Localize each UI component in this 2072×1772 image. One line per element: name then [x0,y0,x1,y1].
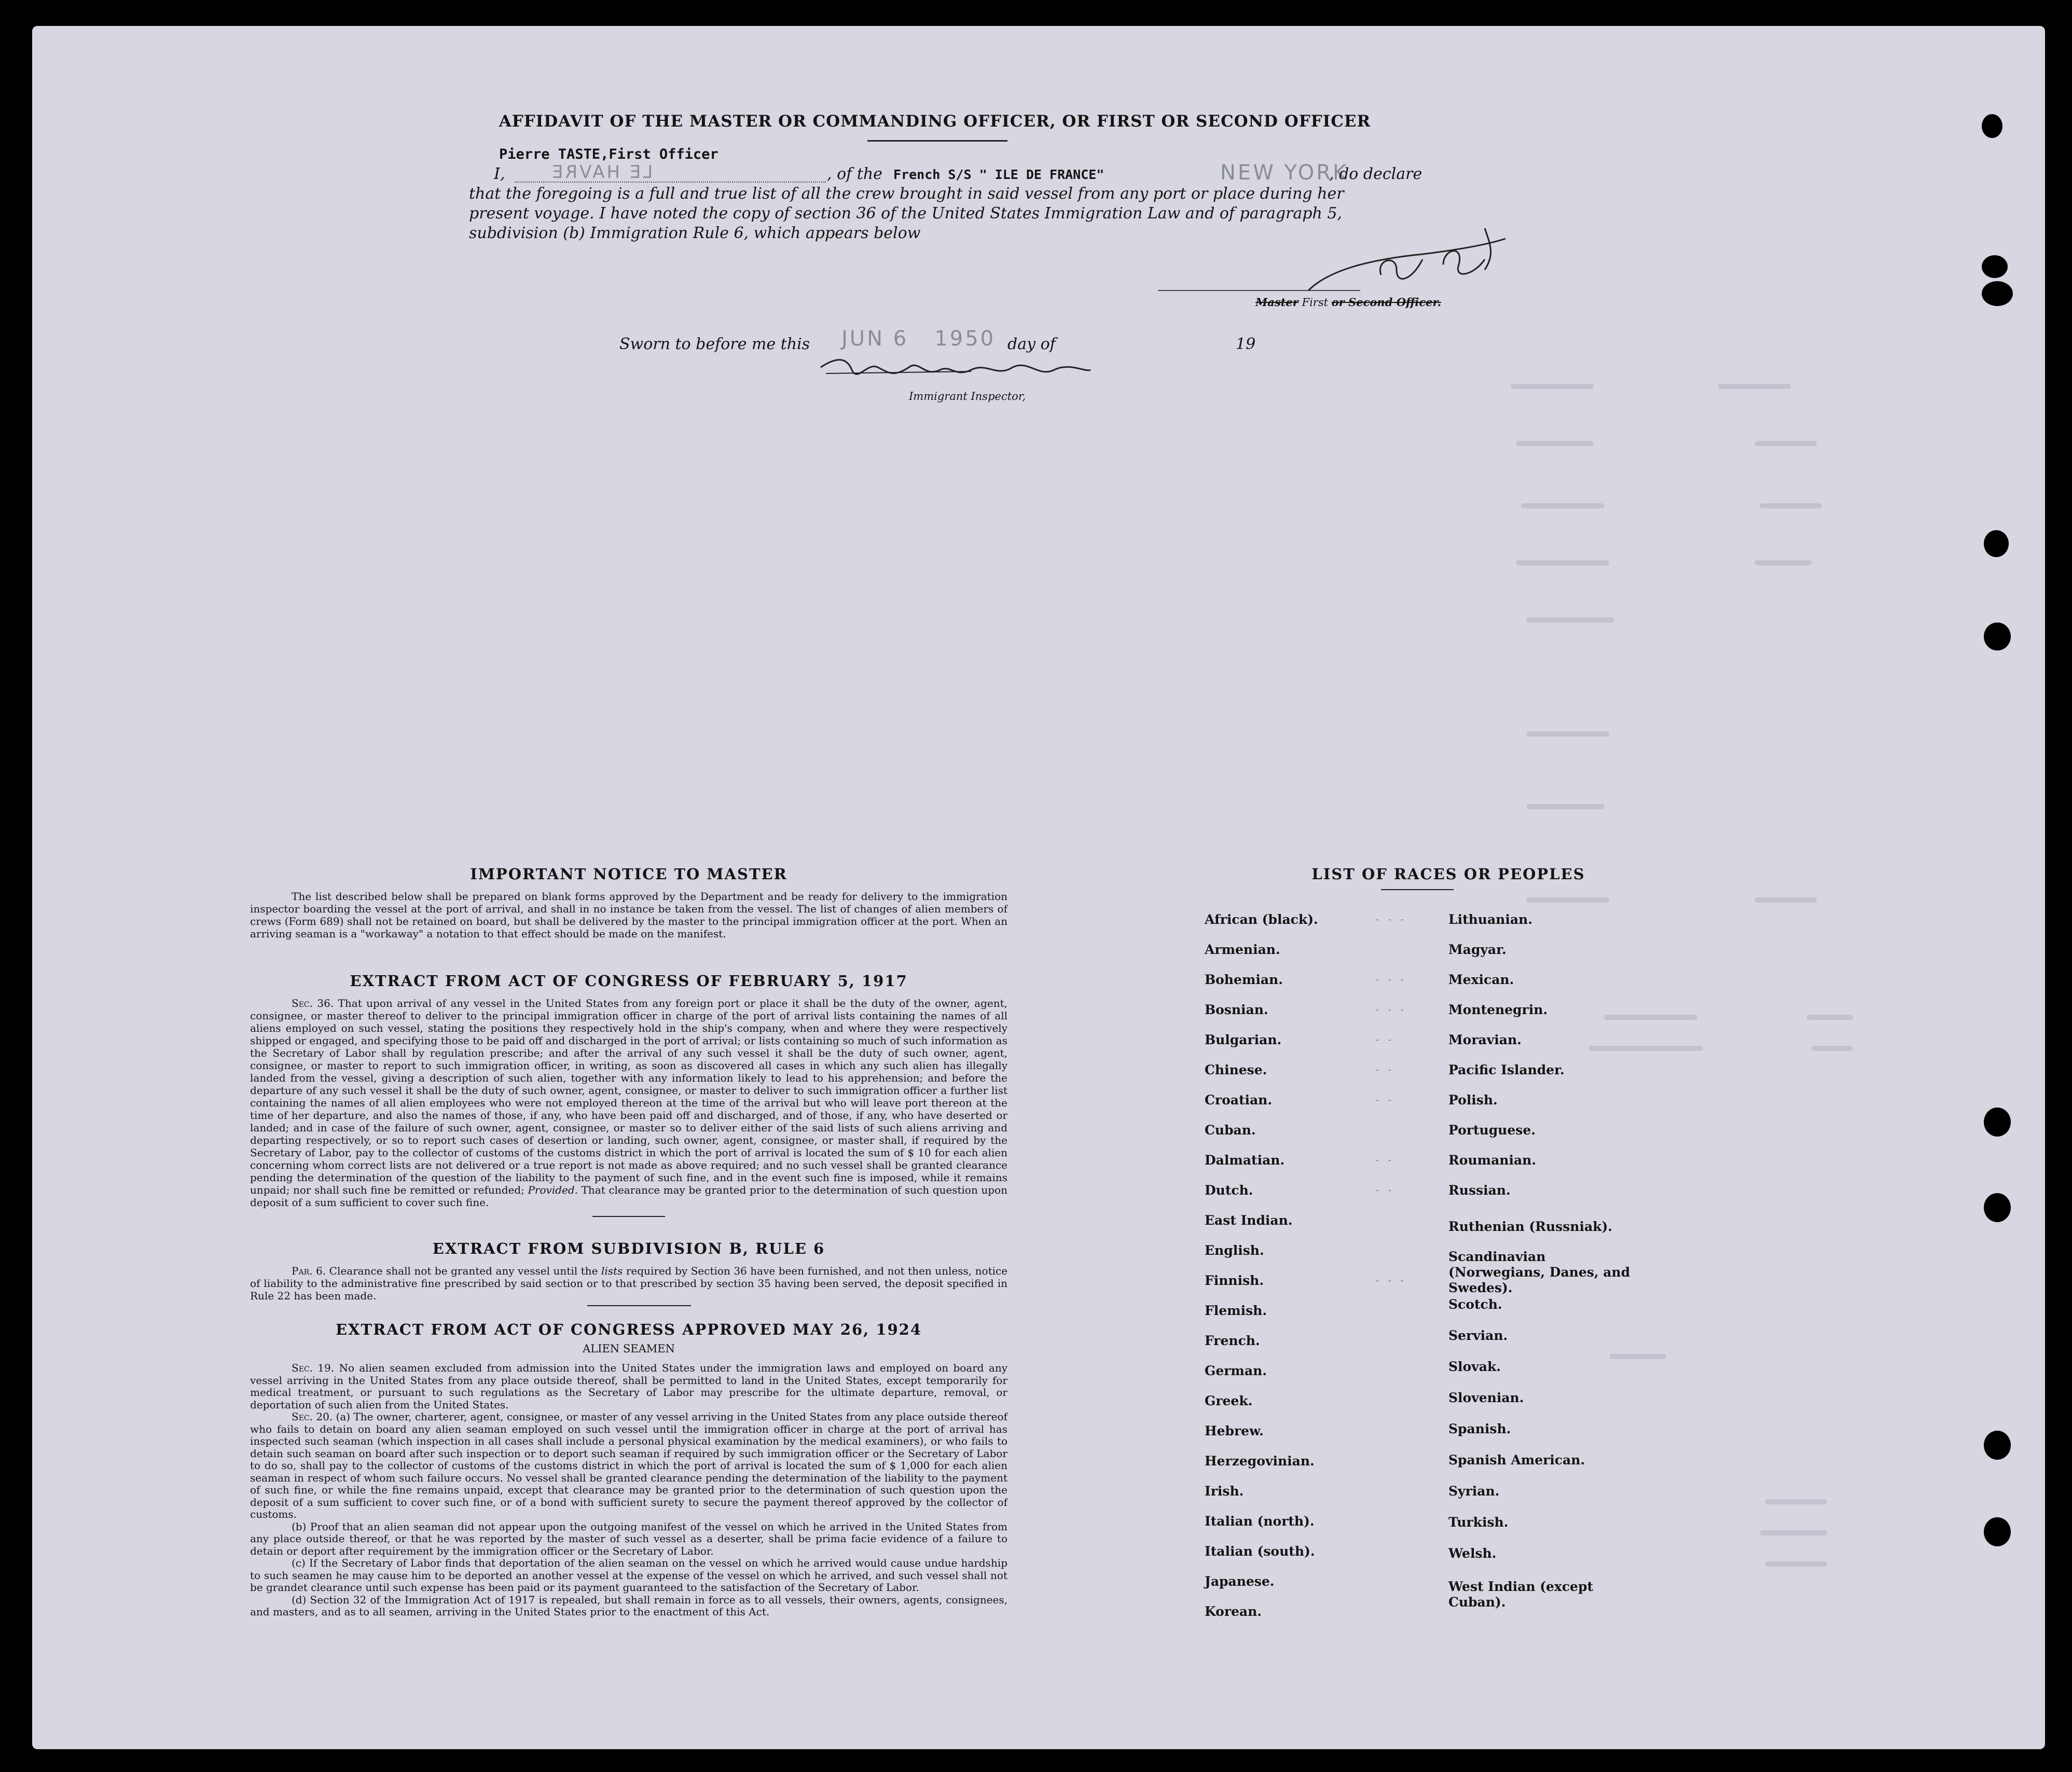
race-item: Bohemian. [1205,972,1283,987]
affidavit-body-line-3: subdivision (b) Immigration Rule 6, which appears below [469,224,921,242]
races-title: LIST OF RACES OR PEOPLES [1311,865,1585,883]
port-stamp-new-york: NEW YORK [1220,161,1349,185]
race-item: Cuban. [1205,1123,1256,1138]
race-item: African (black). [1205,912,1318,927]
inspector-label: Immigrant Inspector, [909,390,1026,403]
race-item: Servian. [1448,1328,1508,1343]
race-item: Polish. [1448,1092,1498,1108]
race-item: Hebrew. [1205,1423,1264,1438]
race-item: German. [1205,1363,1267,1378]
punch-hole [1984,1108,2011,1137]
inspector-signature [816,347,1096,388]
punch-hole [1982,114,2002,138]
sworn-prefix: Sworn to before me this [619,335,810,353]
race-item: Ruthenian (Russniak). [1448,1219,1612,1234]
officer-signature [1153,223,1516,301]
race-item: Welsh. [1448,1546,1497,1561]
race-item: Turkish. [1448,1515,1509,1530]
race-item: Portuguese. [1448,1123,1536,1138]
race-item: Syrian. [1448,1484,1500,1499]
race-item: Magyar. [1448,942,1507,957]
affidavit-heading: AFFIDAVIT OF THE MASTER OR COMMANDING OFFICER, OR FIRST OR SECOND OFFICER [499,112,1371,131]
signature-title [1255,296,1441,309]
race-item: Japanese. [1205,1574,1275,1589]
punch-hole [1984,530,2009,557]
race-item: Greek. [1205,1393,1253,1408]
day-of-label: day of [1007,335,1056,353]
punch-hole [1982,255,2008,278]
punch-hole [1984,1517,2011,1546]
document-page: AFFIDAVIT OF THE MASTER OR COMMANDING OFFICER, OR FIRST OR SECOND OFFICER Pierre TASTE,First Officer I, LE HAVRE , of the French S/S " ILE DE FRANCE" NEW YORK , do declare that the foregoing is a full and true list of all the crew brought in said vessel from any port or place during her present voyage. I have noted the copy of section 36 of the United States Immigration Law and of paragraph 5, subdivision (b) Immigration Rule 6, which appears below Master First or Second Officer. Sworn to before me this JUN 6 1950 day of 19 Immigrant Inspector, IMPORTANT NOTICE TO MASTER The list described below shall be prepared on blank forms approved by the Department and be ready for delivery to the immigration inspector boarding the vessel at the port of arrival, and shall in no instance be taken from the vessel. The list of changes of alien members of crews (Form 689) shall not be retained on board, but shall be delivered by the master to the principal immigration officer at the port. When an arriving seaman is a "workaway" a notation to that effect should be made on the manifest. EXTRACT FROM ACT OF CONGRESS OF FEBRUARY 5, 1917 Sec. 36. That upon arrival of any vessel in the United States from any foreign port or place it shall be the duty of the owner, agent, consignee, or master thereof to deliver to the principal immigration officer in charge of the port of arrival lists containing the names of all aliens employed on such vessel, stating the positions they respectively hold in the ship's company, when and where they were respectively shipped or engaged, and specifying those to be paid off and discharged in the port of arrival; or lists containing so much of such information as the Secretary of Labor shall by regulation prescribe; and after the arrival of any such vessel it shall be the duty of such owner, agent, consignee, or master to report to such immigration officer, in writing, as soon as discovered all cases in which any such alien has illegally landed from the vessel, giving a description of such alien, together with any information likely to lead to his apprehension; and before the departure of any such vessel it shall be the duty of such owner, agent, consignee, or master to deliver to such immigration officer a further list containing the names of all alien employees who were not employed thereon at the time of the arrival but who will leave port thereon at the time of her departure, and also the names of those, if any, who have been paid off and discharged, and of those, if any, who have deserted or landed; and in case of the failure of such owner, agent, consignee, or master so to deliver either of the said lists of such aliens arriving and departing respectively, or so to report such cases of desertion or landing, such owner, agent, consignee, or master shall, if required by the Secretary of Labor, pay to the collector of customs of the customs district in which the port of arrival is located the sum of $ 10 for each alien concerning whom correct lists are not delivered or a true report is not made as above required; and no such vessel shall be granted clearance pending the determination of the question of the liability to the payment of such fine, and in the event such fine is imposed, while it remains unpaid; nor shall such fine be remitted or refunded; Provided. That clearance may be granted prior to the determination of such question upon deposit of a sum sufficient to cover such fine. EXTRACT FROM SUBDIVISION B, RULE 6 Par. 6. Clearance shall not be granted any vessel until the lists required by Section 36 have been furnished, and not then unless, notice of liability to the administrative fine prescribed by said section or to that prescribed by section 35 having been served, the deposit specified in Rule 22 has been made. EXTRACT FROM ACT OF CONGRESS APPROVED MAY 26, 1924 ALIEN SEAMEN Sec. 19. No alien seamen excluded from admission into the United States under the immigration laws and employed on board any vessel arriving in the United States from any place outside thereof, shall be permitted to land in the United States, except temporarily for medical treatment, or pursuant to such regulations as the Secretary of Labor may prescribe for the ultimate departure, removal, or deportation of such alien from the United States. Sec. 20. (a) The owner, charterer, agent, consignee, or master of any vessel arriving in the United States from any place outside thereof who fails to detain on board any alien seaman employed on such vessel until the immigration officer in charge at the port of arrival has inspected such seaman (which inspection in all cases shall include a personal physical examination by the medical examiners), or who fails to detain such seaman on board after such inspection or to deport such seaman if required by such immigration officer or the Secretary of Labor to do so, shall pay to the collector of customs of the customs district in which the port of arrival is located the sum of $ 1,000 for each alien seaman in respect of whom such failure occurs. No vessel shall be granted clearance pending the determination of the liability to the payment of such fine, or while the fine remains unpaid, except that clearance may be granted prior to the determination of such question upon the deposit of a sum sufficient to cover such fine, or of a bond with sufficient surety to secure the payment thereof approved by the collector of customs. (b) Proof that an alien seaman did not appear upon the outgoing manifest of the vessel on which he arrived in the United States from any place outside thereof, or that he was reported by the master of such vessel as a deserter, shall be prima facie evidence of a failure to detain or deport after requirement by the immigration officer or the Secretary of Labor. (c) If the Secretary of Labor finds that deportation of the alien seaman on the vessel on which he arrived would cause undue hardship to such seamen he may cause him to be deported an another vessel at the expense of the vessel on which he arrived, and such vessel shall not be grandet clearance until such expense has been paid or its payment guaranteed to the satisfaction of the Secretary of Labor. (d) Section 32 of the Immigration Act of 1917 is repealed, but shall remain in force as to all vessels, their owners, agents, consignees, and masters, and as to all seamen, arriving in the United States prior to the enactment of this Act. LIST OF RACES OR PEOPLES African (black). Armenian. Bohemian. Bosnian. Bulgarian. Chinese. Croatian. Cuban. Dalmatian. Dutch. East Indian. English. Finnish. Flemish. French. German. Greek. Hebrew. Herzegovinian. Irish. Italian (north). Italian (south). Japanese. Korean. Lithuanian. Magyar. Mexican. Montenegrin. Moravian. Pacific Islander. Polish. Portuguese. Roumanian. Russian. Ruthenian (Russniak). Scandinavian (Norwegians, Danes, and Swedes). Scotch. Servian. Slovak. Slovenian. Spanish. Spanish American. Syrian. Turkish. Welsh. West Indian (except Cuban). - - - - - - - - - - - - - - - - - - - - - - [32,26,2045,1749]
year-prefix: 19 [1236,335,1256,353]
extract-1924-body: Sec. 19. No alien seamen excluded from admission into the United States under the immigration laws and employed on board any vessel arriving in the United States from any place outside thereof, shall be permitted to land in the United States, except temporarily for medical treatment, or pursuant to such regulations as the Secretary of Labor may prescribe for the ultimate departure, removal, or deportation of such alien from the United States. Sec. 20. (a) The owner, charterer, agent, consignee, or master of any vessel arriving in the United States from any place outside thereof who fails to detain on board any alien seaman employed on such vessel until the immigration officer in charge at the port of arrival has inspected such seaman (which inspection in all cases shall include a personal physical examination by the medical examiners), or who fails to detain such seaman on board after such inspection or to deport such seaman if required by such immigration officer or the Secretary of Labor to do so, shall pay to the collector of customs of the customs district in which the port of arrival is located the sum of $ 1,000 for each alien seaman in respect of whom such failure occurs. No vessel shall be granted clearance pending the determination of the liability to the payment of such fine, or while the fine remains unpaid, except that clearance may be granted prior to the determination of such question upon the deposit of a sum sufficient to cover such fine, or of a bond with sufficient surety to secure the payment thereof approved by the collector of customs. (b) Proof that an alien seaman did not appear upon the outgoing manifest of the vessel on which he arrived in the United States from any place outside thereof, or that he was reported by the master of such vessel as a deserter, shall be prima facie evidence of a failure to detain or deport after requirement by the immigration officer or the Secretary of Labor. (c) If the Secretary of Labor finds that deportation of the alien seaman on the vessel on which he arrived would cause undue hardship to such seamen he may cause him to be deported an another vessel at the expense of the vessel on which he arrived, and such vessel shall not be grandet clearance until such expense has been paid or its payment guaranteed to the satisfaction of the Secretary of Labor. (d) Section 32 of the Immigration Act of 1917 is repealed, but shall remain in force as to all vessels, their owners, agents, consignees, and masters, and as to all seamen, arriving in the United States prior to the enactment of this Act. [250,1362,1008,1618]
race-item: Armenian. [1205,942,1280,957]
race-item: Slovak. [1448,1359,1501,1374]
first-label: First [1302,296,1329,309]
race-item: Finnish. [1205,1273,1264,1288]
affidavit-body-line-1: that the foregoing is a full and true list of all the crew brought in said vessel from any port or place during her [469,185,1344,203]
race-item: Pacific Islander. [1448,1062,1565,1077]
race-item: Bulgarian. [1205,1032,1282,1047]
extract-rule6-body: Par. 6. Clearance shall not be granted any vessel until the lists required by Section 36 have been furnished, and not then unless, notice of liability to the administrative fine prescribed by said section or to that prescribed by section 35 having been served, the deposit specified in Rule 22 has been made. [250,1265,1008,1302]
extract-rule6-title: EXTRACT FROM SUBDIVISION B, RULE 6 [432,1240,825,1257]
typed-vessel-name: French S/S " ILE DE FRANCE" [893,167,1104,182]
race-item: West Indian (except Cuban). [1448,1579,1593,1610]
race-item: Scandinavian (Norwegians, Danes, and Swedes). [1448,1249,1631,1295]
port-stamp-le-havre: LE HAVRE [550,162,653,183]
race-item: Spanish American. [1448,1452,1585,1468]
extract-1917-body: Sec. 36. That upon arrival of any vessel in the United States from any foreign port or place it shall be the duty of the owner, agent, consignee, or master thereof to deliver to the principal immigration officer in charge of the port of arrival lists containing the names of all aliens employed on such vessel, stating the positions they respectively hold in the ship's company, when and where they were respectively shipped or engaged, and specifying those to be paid off and discharged in the port of arrival; or lists containing so much of such information as the Secretary of Labor shall by regulation prescribe; and after the arrival of any such vessel it shall be the duty of such owner, agent, consignee, or master to report to such immigration officer, in writing, as soon as discovered all cases in which any such alien has illegally landed from the vessel, giving a description of such alien, together with any information likely to lead to his apprehension; and before the departure of any such vessel it shall be the duty of such owner, agent, consignee, or master to deliver to such immigration officer a further list containing the names of all alien employees who were not employed thereon at the time of the arrival but who will leave port thereon at the time of her departure, and also the names of those, if any, who have been paid off and discharged, and of those, if any, who have deserted or landed; and in case of the failure of such owner, agent, consignee, or master so to deliver either of the said lists of such aliens arriving and departing respectively, or so to report such cases of desertion or landing, such owner, agent, consignee, or master shall, if required by the Secretary of Labor, pay to the collector of customs of the customs district in which the port of arrival is located the sum of $ 10 for each alien concerning whom correct lists are not delivered or a true report is not made as above required; and no such vessel shall be granted clearance pending the determination of the question of the liability to the payment of such fine, and in the event such fine is imposed, while it remains unpaid; nor shall such fine be remitted or refunded; Provided. That clearance may be granted prior to the determination of such question upon deposit of a sum sufficient to cover such fine. [250,997,1008,1209]
divider [1381,889,1454,890]
race-item: Mexican. [1448,972,1514,987]
race-item: Moravian. [1448,1032,1522,1047]
divider [587,1305,691,1306]
punch-hole [1982,281,2013,306]
race-item: Slovenian. [1448,1390,1524,1405]
race-item: Irish. [1205,1484,1244,1499]
affidavit-do-declare: , do declare [1329,165,1422,183]
race-item: Spanish. [1448,1421,1511,1436]
race-item: Italian (south). [1205,1544,1315,1559]
race-item: Herzegovinian. [1205,1453,1315,1469]
race-item: Russian. [1448,1183,1511,1198]
notice-body: The list described below shall be prepared on blank forms approved by the Department and be ready for delivery to the immigration inspector boarding the vessel at the port of arrival, and shall in no instance be taken from the vessel. The list of changes of alien members of crews (Form 689) shall not be retained on board, but shall be delivered by the master to the principal immigration officer at the port. When an arriving seaman is a "workaway" a notation to that effect should be made on the manifest. [250,890,1007,940]
extract-1917-title: EXTRACT FROM ACT OF CONGRESS OF FEBRUARY 5, 1917 [350,972,908,990]
date-stamp: JUN 6 1950 [841,327,996,351]
race-item: Korean. [1205,1604,1262,1619]
race-item: Italian (north). [1205,1514,1315,1529]
extract-1924-subtitle: ALIEN SEAMEN [583,1342,675,1355]
race-item: French. [1205,1333,1260,1348]
race-item: East Indian. [1205,1213,1293,1228]
race-item: Montenegrin. [1448,1002,1548,1017]
race-item: Flemish. [1205,1303,1267,1318]
race-item: Roumanian. [1448,1153,1537,1168]
race-item: Croatian. [1205,1092,1273,1108]
typed-officer-name: Pierre TASTE,First Officer [499,146,719,162]
punch-hole [1984,622,2011,650]
punch-hole [1984,1431,2011,1460]
punch-hole [1984,1193,2011,1222]
struck-master-label: Master [1255,296,1299,309]
name-underline [515,182,826,183]
extract-1924-title: EXTRACT FROM ACT OF CONGRESS APPROVED MAY 26, 1924 [335,1321,922,1338]
affidavit-i-label: I, [494,165,505,183]
race-item: Dalmatian. [1205,1153,1285,1168]
struck-second-officer-label: or Second Officer. [1331,296,1441,309]
race-item: Scotch. [1448,1297,1502,1312]
race-item: English. [1205,1243,1264,1258]
divider [867,140,1007,142]
affidavit-body-line-2: present voyage. I have noted the copy of section 36 of the United States Immigration Law and of paragraph 5, [469,204,1342,223]
notice-title: IMPORTANT NOTICE TO MASTER [470,865,788,883]
race-item: Chinese. [1205,1062,1267,1077]
affidavit-of-the: , of the [827,165,882,183]
race-item: Bosnian. [1205,1002,1268,1017]
race-item: Dutch. [1205,1183,1253,1198]
divider [592,1216,665,1217]
race-item: Lithuanian. [1448,912,1532,927]
